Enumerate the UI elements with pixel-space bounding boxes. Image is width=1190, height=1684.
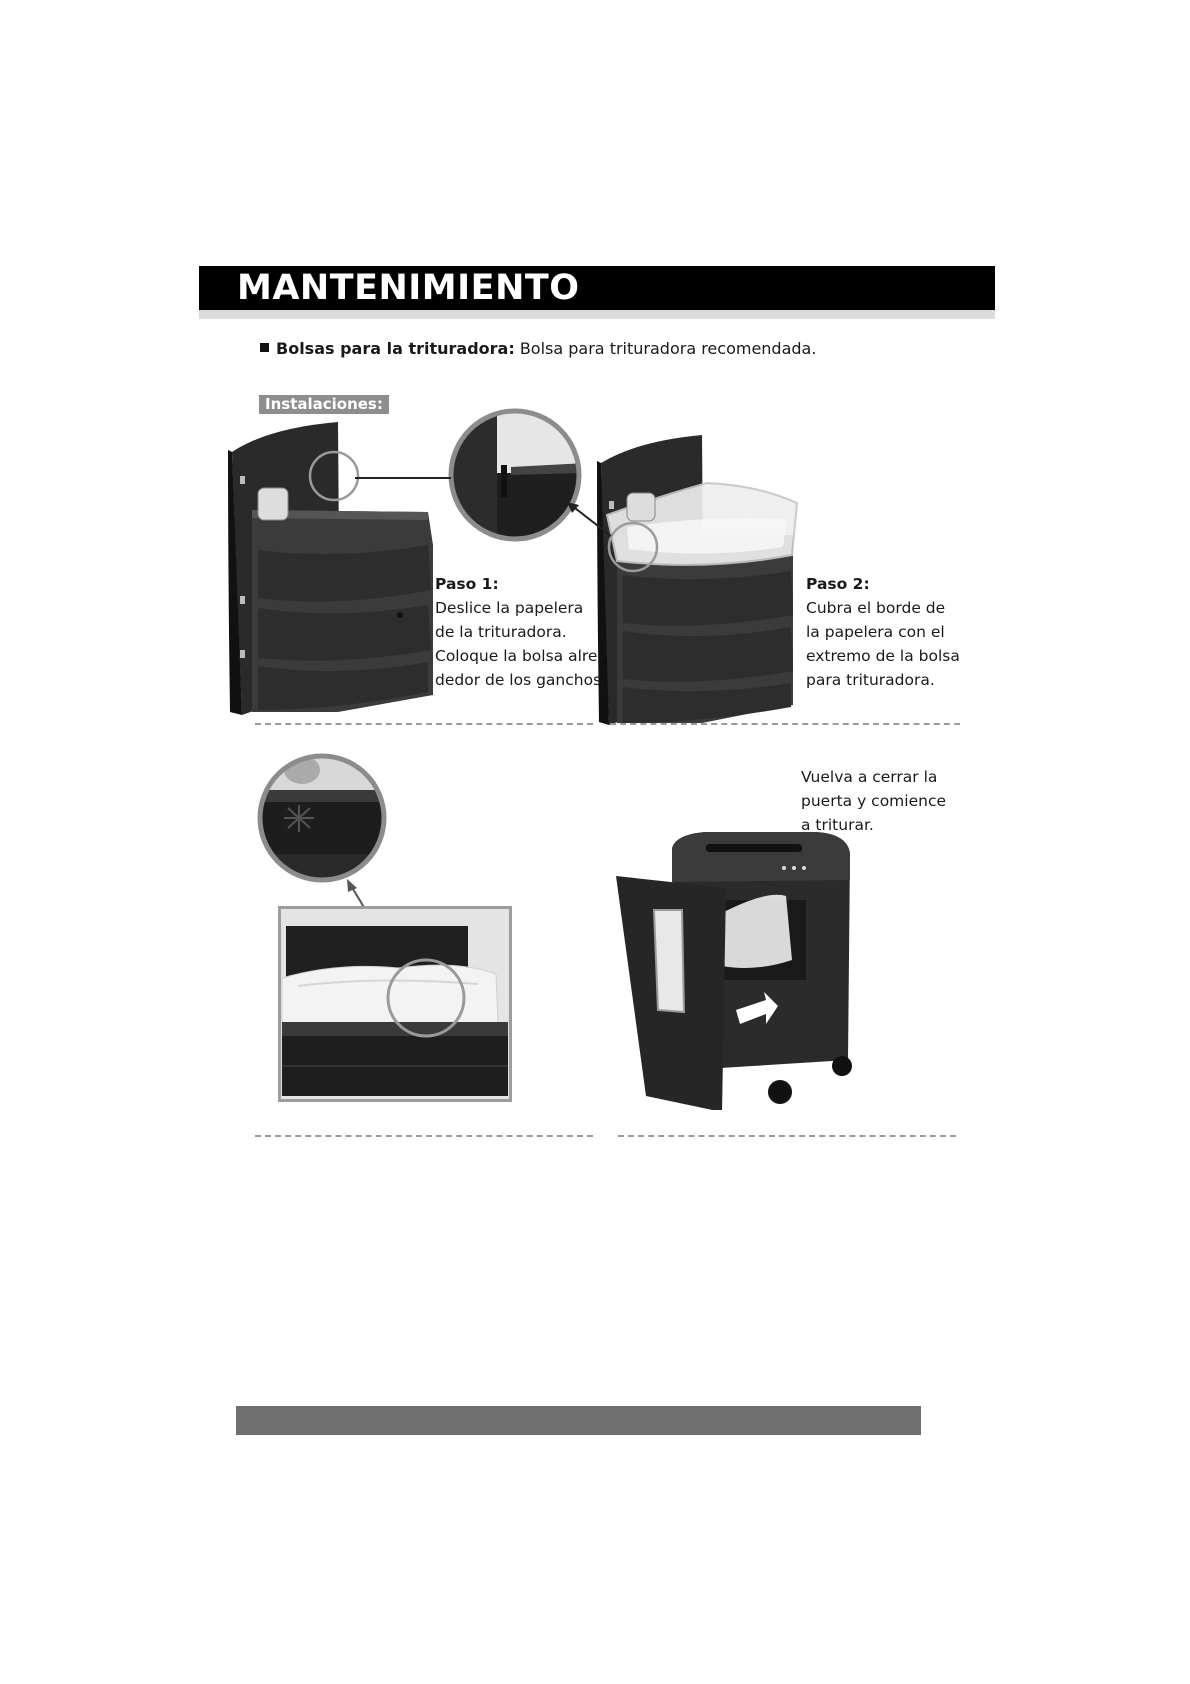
bin-illustration-step1	[228, 420, 448, 720]
bullet-label: Bolsas para la trituradora:	[276, 339, 515, 358]
step1-line: Coloque la bolsa alre-	[435, 647, 604, 665]
bullet-text: Bolsa para trituradora recomendada.	[519, 339, 817, 358]
zoom-hook-detail-circle	[254, 750, 390, 886]
step2-line: para trituradora.	[806, 671, 935, 689]
installations-tag: Instalaciones:	[259, 395, 389, 414]
zoom-arrow	[565, 500, 615, 540]
bullet-square-icon	[260, 343, 269, 352]
step2-line: extremo de la bolsa	[806, 647, 960, 665]
step4-text	[801, 765, 946, 837]
dashed-divider	[618, 1135, 956, 1137]
step4-line: a triturar.	[801, 816, 874, 834]
step2-label: Paso 2:	[806, 575, 870, 593]
step2-line: la papelera con el	[806, 623, 945, 641]
step1-line: de la trituradora.	[435, 623, 567, 641]
title-bar	[199, 266, 995, 310]
step1-line: dedor de los ganchos.	[435, 671, 607, 689]
step2-text	[806, 572, 960, 692]
title-underline	[199, 310, 995, 319]
zoom-hook-circle	[445, 405, 585, 545]
step4-line: Vuelva a cerrar la	[801, 768, 938, 786]
footer-bar	[236, 1406, 921, 1435]
dashed-divider	[610, 723, 960, 725]
dashed-divider	[255, 1135, 593, 1137]
bin-illustration-step2	[597, 435, 807, 730]
shredder-illustration	[616, 830, 866, 1110]
step1-text	[435, 572, 606, 692]
zoom-connector-line	[355, 475, 455, 481]
step1-line: Deslice la papelera	[435, 599, 584, 617]
step1-label: Paso 1:	[435, 575, 499, 593]
dashed-divider	[255, 723, 593, 725]
page-title: MANTENIMIENTO	[237, 268, 580, 308]
step2-line: Cubra el borde de	[806, 599, 946, 617]
step4-line: puerta y comience	[801, 792, 947, 810]
bag-recommendation	[260, 338, 816, 360]
photo-bin-with-bag	[278, 906, 512, 1102]
